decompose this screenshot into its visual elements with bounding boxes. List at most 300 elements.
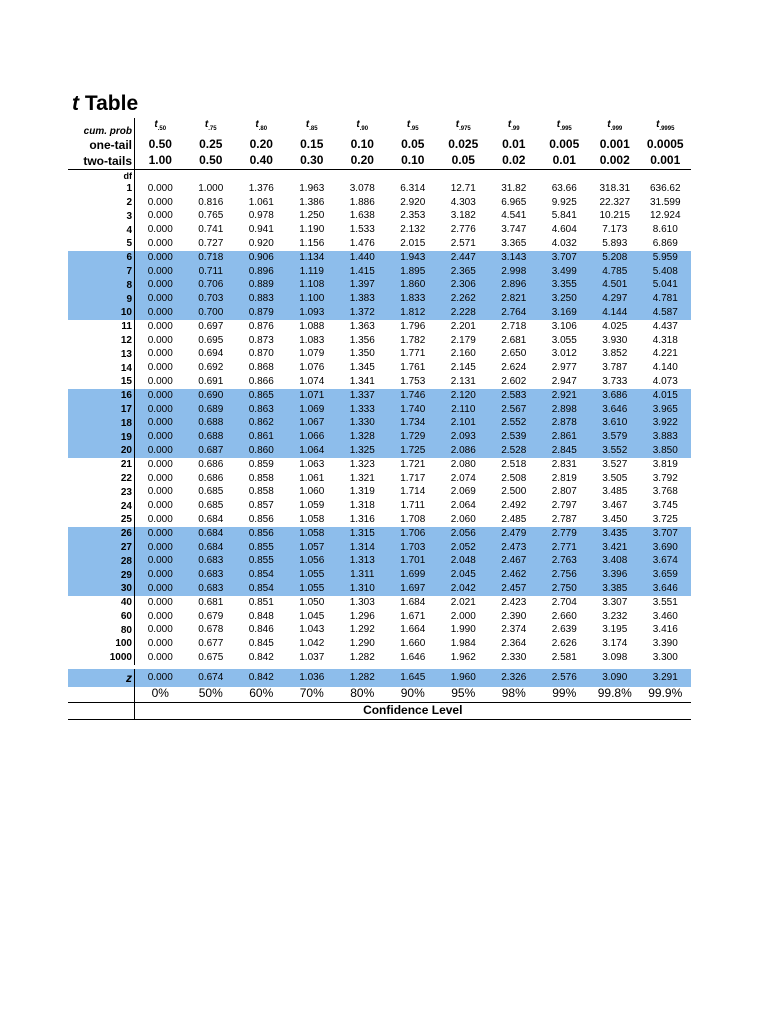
df-spacer bbox=[287, 169, 338, 182]
critical-value: 0.000 bbox=[135, 292, 186, 306]
critical-value: 0.851 bbox=[248, 596, 274, 608]
critical-value: 1.057 bbox=[287, 541, 338, 555]
confidence-level-label: Confidence Level bbox=[135, 702, 691, 719]
z-value: 1.282 bbox=[337, 667, 388, 687]
critical-value: 3.499 bbox=[539, 265, 590, 279]
critical-value: 2.764 bbox=[489, 306, 540, 320]
critical-value: 0.727 bbox=[198, 237, 224, 249]
critical-value: 2.132 bbox=[400, 224, 426, 236]
header-t-symbol: t bbox=[406, 119, 411, 130]
header-t-sub: .95 bbox=[410, 126, 419, 132]
critical-value: 0.684 bbox=[186, 541, 237, 555]
critical-value: 2.364 bbox=[501, 638, 527, 650]
critical-value: 1.703 bbox=[388, 541, 439, 555]
critical-value: 2.353 bbox=[400, 210, 426, 222]
z-label: z bbox=[68, 667, 135, 687]
critical-value: 4.221 bbox=[652, 348, 678, 360]
critical-value: 0.000 bbox=[135, 306, 186, 320]
critical-value: 1.323 bbox=[349, 458, 375, 470]
critical-value: 1.533 bbox=[349, 224, 375, 236]
critical-value: 1.341 bbox=[349, 375, 375, 387]
critical-value: 2.947 bbox=[551, 375, 577, 387]
header-t-subscript bbox=[539, 118, 590, 137]
critical-value: 0.000 bbox=[147, 320, 173, 332]
table-row bbox=[68, 485, 691, 499]
df-value: 3 bbox=[68, 209, 135, 223]
header-t-sub: .9995 bbox=[659, 126, 675, 132]
critical-value: 2.201 bbox=[450, 320, 476, 332]
critical-value: 1.119 bbox=[287, 265, 338, 279]
critical-value: 2.390 bbox=[501, 610, 527, 622]
critical-value: 2.896 bbox=[489, 278, 540, 292]
critical-value: 0.858 bbox=[248, 486, 274, 498]
critical-value: 1.292 bbox=[349, 624, 375, 636]
critical-value: 3.883 bbox=[640, 430, 691, 444]
critical-value: 4.604 bbox=[551, 224, 577, 236]
df-spacer bbox=[640, 169, 691, 182]
critical-value: 3.922 bbox=[640, 416, 691, 430]
critical-value: 5.208 bbox=[590, 251, 641, 265]
critical-value: 1.860 bbox=[388, 278, 439, 292]
critical-value: 1.282 bbox=[349, 651, 375, 663]
critical-value: 3.610 bbox=[590, 416, 641, 430]
one-tail-value: 0.01 bbox=[502, 136, 526, 151]
table-row bbox=[68, 403, 691, 417]
critical-value: 5.959 bbox=[640, 251, 691, 265]
critical-value: 2.262 bbox=[438, 292, 489, 306]
critical-value: 5.841 bbox=[551, 210, 577, 222]
critical-value: 3.747 bbox=[501, 224, 527, 236]
critical-value: 31.82 bbox=[501, 182, 527, 194]
critical-value: 0.855 bbox=[236, 541, 287, 555]
critical-value: 1.067 bbox=[287, 416, 338, 430]
table-row bbox=[68, 513, 691, 527]
critical-value: 6.314 bbox=[400, 182, 426, 194]
critical-value: 2.467 bbox=[489, 554, 540, 568]
critical-value: 0.683 bbox=[186, 554, 237, 568]
critical-value: 2.048 bbox=[438, 554, 489, 568]
critical-value: 0.683 bbox=[186, 582, 237, 596]
confidence-label-row bbox=[68, 702, 691, 719]
one-tail-value: 0.001 bbox=[599, 136, 630, 151]
critical-value: 1.313 bbox=[337, 554, 388, 568]
critical-value: 1.699 bbox=[388, 568, 439, 582]
critical-value: 3.385 bbox=[590, 582, 641, 596]
z-value: 0.000 bbox=[135, 667, 186, 687]
critical-value: 22.327 bbox=[599, 196, 631, 208]
critical-value: 1.363 bbox=[349, 320, 375, 332]
critical-value: 1.055 bbox=[287, 568, 338, 582]
critical-value: 1.963 bbox=[299, 182, 325, 194]
critical-value: 0.860 bbox=[236, 444, 287, 458]
table-row bbox=[68, 554, 691, 568]
df-value: 19 bbox=[68, 430, 135, 444]
critical-value: 0.856 bbox=[236, 527, 287, 541]
df-value: 4 bbox=[68, 223, 135, 237]
critical-value: 3.792 bbox=[652, 472, 678, 484]
df-spacer bbox=[590, 169, 641, 182]
header-t-subscript bbox=[337, 118, 388, 137]
critical-value: 3.078 bbox=[349, 182, 375, 194]
critical-value: 12.924 bbox=[649, 210, 681, 222]
critical-value: 1.296 bbox=[349, 610, 375, 622]
df-spacer bbox=[489, 169, 540, 182]
df-value: 28 bbox=[68, 554, 135, 568]
cum-prob-label: cum. prob bbox=[68, 118, 135, 137]
critical-value: 4.501 bbox=[590, 278, 641, 292]
critical-value: 3.250 bbox=[539, 292, 590, 306]
critical-value: 31.599 bbox=[649, 196, 681, 208]
table-row bbox=[68, 237, 691, 251]
critical-value: 1.250 bbox=[299, 210, 325, 222]
critical-value: 1.061 bbox=[248, 196, 274, 208]
critical-value: 0.941 bbox=[248, 224, 274, 236]
critical-value: 0.687 bbox=[186, 444, 237, 458]
confidence-value: 99% bbox=[539, 687, 590, 703]
table-row bbox=[68, 444, 691, 458]
df-value: 7 bbox=[68, 265, 135, 279]
confidence-value: 70% bbox=[287, 687, 338, 703]
df-value: 9 bbox=[68, 292, 135, 306]
critical-value: 0.694 bbox=[198, 348, 224, 360]
df-value: 100 bbox=[68, 637, 135, 651]
critical-value: 1.290 bbox=[349, 638, 375, 650]
critical-value: 2.977 bbox=[551, 362, 577, 374]
critical-value: 3.690 bbox=[640, 541, 691, 555]
critical-value: 3.098 bbox=[602, 651, 628, 663]
df-spacer bbox=[236, 169, 287, 182]
critical-value: 2.639 bbox=[551, 624, 577, 636]
table-row bbox=[68, 292, 691, 306]
header-t-sub: .99 bbox=[511, 126, 520, 132]
critical-value: 2.552 bbox=[489, 416, 540, 430]
critical-value: 3.850 bbox=[640, 444, 691, 458]
df-value: 11 bbox=[68, 320, 135, 334]
critical-value: 0.854 bbox=[236, 568, 287, 582]
critical-value: 2.045 bbox=[438, 568, 489, 582]
critical-value: 3.195 bbox=[602, 624, 628, 636]
one-tail-value: 0.025 bbox=[448, 136, 479, 151]
table-row bbox=[68, 416, 691, 430]
critical-value: 1.729 bbox=[388, 430, 439, 444]
df-spacer bbox=[337, 169, 388, 182]
two-tails-value: 0.01 bbox=[552, 152, 576, 167]
critical-value: 1.037 bbox=[299, 651, 325, 663]
critical-value: 2.500 bbox=[501, 486, 527, 498]
critical-value: 4.025 bbox=[602, 320, 628, 332]
critical-value: 2.821 bbox=[489, 292, 540, 306]
critical-value: 2.306 bbox=[438, 278, 489, 292]
table-row bbox=[68, 637, 691, 651]
df-spacer bbox=[438, 169, 489, 182]
critical-value: 1.671 bbox=[400, 610, 426, 622]
critical-value: 2.479 bbox=[489, 527, 540, 541]
header-t-symbol: t bbox=[204, 119, 209, 130]
critical-value: 1.638 bbox=[349, 210, 375, 222]
df-spacer bbox=[186, 169, 237, 182]
critical-value: 3.686 bbox=[590, 389, 641, 403]
critical-value: 3.646 bbox=[640, 582, 691, 596]
critical-value: 3.733 bbox=[602, 375, 628, 387]
critical-value: 0.684 bbox=[198, 513, 224, 525]
df-value: 12 bbox=[68, 334, 135, 348]
critical-value: 0.859 bbox=[248, 458, 274, 470]
critical-value: 1.066 bbox=[287, 430, 338, 444]
critical-value: 3.852 bbox=[602, 348, 628, 360]
critical-value: 0.000 bbox=[147, 596, 173, 608]
critical-value: 5.408 bbox=[640, 265, 691, 279]
critical-value: 3.787 bbox=[602, 362, 628, 374]
critical-value: 0.000 bbox=[147, 458, 173, 470]
critical-value: 2.330 bbox=[501, 651, 527, 663]
critical-value: 0.703 bbox=[186, 292, 237, 306]
critical-value: 0.706 bbox=[186, 278, 237, 292]
critical-value: 2.131 bbox=[450, 375, 476, 387]
table-row bbox=[68, 541, 691, 555]
critical-value: 3.355 bbox=[539, 278, 590, 292]
critical-value: 1.701 bbox=[388, 554, 439, 568]
critical-value: 0.718 bbox=[186, 251, 237, 265]
df-value: 15 bbox=[68, 375, 135, 389]
header-t-subscript bbox=[590, 118, 641, 137]
critical-value: 2.878 bbox=[539, 416, 590, 430]
critical-value: 0.906 bbox=[236, 251, 287, 265]
critical-value: 2.539 bbox=[489, 430, 540, 444]
header-t-subscript bbox=[489, 118, 540, 137]
critical-value: 2.462 bbox=[489, 568, 540, 582]
critical-value: 3.485 bbox=[602, 486, 628, 498]
critical-value: 3.390 bbox=[652, 638, 678, 650]
critical-value: 0.000 bbox=[135, 541, 186, 555]
critical-value: 2.145 bbox=[450, 362, 476, 374]
z-value: 3.291 bbox=[640, 667, 691, 687]
critical-value: 2.921 bbox=[539, 389, 590, 403]
df-value: 25 bbox=[68, 513, 135, 527]
critical-value: 4.073 bbox=[652, 375, 678, 387]
critical-value: 3.745 bbox=[652, 500, 678, 512]
critical-value: 0.000 bbox=[147, 472, 173, 484]
critical-value: 3.579 bbox=[590, 430, 641, 444]
critical-value: 2.624 bbox=[501, 362, 527, 374]
table-row bbox=[68, 623, 691, 637]
confidence-row-label bbox=[68, 687, 135, 703]
confidence-value: 80% bbox=[337, 687, 388, 703]
header-t-subscript bbox=[388, 118, 439, 137]
critical-value: 5.041 bbox=[640, 278, 691, 292]
df-value: 17 bbox=[68, 403, 135, 417]
critical-value: 0.855 bbox=[236, 554, 287, 568]
critical-value: 1.376 bbox=[248, 182, 274, 194]
df-spacer bbox=[539, 169, 590, 182]
critical-value: 1.050 bbox=[299, 596, 325, 608]
critical-value: 1.316 bbox=[349, 513, 375, 525]
critical-value: 1.064 bbox=[287, 444, 338, 458]
header-t-subscript bbox=[640, 118, 691, 137]
critical-value: 0.692 bbox=[198, 362, 224, 374]
critical-value: 1.088 bbox=[299, 320, 325, 332]
table-row bbox=[68, 251, 691, 265]
critical-value: 1.058 bbox=[299, 513, 325, 525]
critical-value: 1.063 bbox=[299, 458, 325, 470]
df-value: 24 bbox=[68, 499, 135, 513]
critical-value: 0.000 bbox=[135, 527, 186, 541]
critical-value: 2.776 bbox=[450, 224, 476, 236]
critical-value: 1.714 bbox=[400, 486, 426, 498]
critical-value: 3.169 bbox=[539, 306, 590, 320]
critical-value: 1.000 bbox=[198, 182, 224, 194]
confidence-label-spacer bbox=[68, 702, 135, 719]
critical-value: 2.845 bbox=[539, 444, 590, 458]
critical-value: 1.333 bbox=[337, 403, 388, 417]
critical-value: 3.725 bbox=[652, 513, 678, 525]
critical-value: 0.870 bbox=[248, 348, 274, 360]
critical-value: 1.684 bbox=[400, 596, 426, 608]
critical-value: 2.000 bbox=[450, 610, 476, 622]
critical-value: 1.319 bbox=[349, 486, 375, 498]
critical-value: 1.984 bbox=[450, 638, 476, 650]
critical-value: 0.000 bbox=[147, 624, 173, 636]
critical-value: 0.700 bbox=[186, 306, 237, 320]
two-tails-value: 0.20 bbox=[350, 152, 374, 167]
df-value: 40 bbox=[68, 596, 135, 610]
critical-value: 2.074 bbox=[450, 472, 476, 484]
table-row bbox=[68, 389, 691, 403]
critical-value: 1.796 bbox=[400, 320, 426, 332]
critical-value: 1.746 bbox=[388, 389, 439, 403]
header-t-sub: .90 bbox=[359, 126, 369, 132]
critical-value: 0.688 bbox=[186, 416, 237, 430]
critical-value: 63.66 bbox=[551, 182, 577, 194]
table-row bbox=[68, 209, 691, 223]
critical-value: 0.000 bbox=[147, 638, 173, 650]
confidence-value: 50% bbox=[186, 687, 237, 703]
critical-value: 0.845 bbox=[248, 638, 274, 650]
header-row-two-tails bbox=[68, 153, 691, 170]
critical-value: 4.785 bbox=[590, 265, 641, 279]
critical-value: 4.032 bbox=[551, 237, 577, 249]
critical-value: 0.684 bbox=[186, 527, 237, 541]
critical-value: 2.052 bbox=[438, 541, 489, 555]
critical-value: 2.750 bbox=[539, 582, 590, 596]
critical-value: 3.552 bbox=[590, 444, 641, 458]
critical-value: 2.571 bbox=[450, 237, 476, 249]
critical-value: 0.691 bbox=[198, 375, 224, 387]
critical-value: 3.930 bbox=[602, 334, 628, 346]
critical-value: 1.345 bbox=[349, 362, 375, 374]
two-tails-value: 0.001 bbox=[650, 152, 681, 167]
critical-value: 2.583 bbox=[489, 389, 540, 403]
critical-value: 2.898 bbox=[539, 403, 590, 417]
df-value: 5 bbox=[68, 237, 135, 251]
critical-value: 2.021 bbox=[450, 596, 476, 608]
critical-value: 1.397 bbox=[337, 278, 388, 292]
header-t-subscript bbox=[186, 118, 237, 137]
critical-value: 2.093 bbox=[438, 430, 489, 444]
critical-value: 2.060 bbox=[450, 513, 476, 525]
critical-value: 2.457 bbox=[489, 582, 540, 596]
critical-value: 3.416 bbox=[652, 624, 678, 636]
critical-value: 0.879 bbox=[236, 306, 287, 320]
critical-value: 1.059 bbox=[299, 500, 325, 512]
df-value: 1000 bbox=[68, 651, 135, 667]
critical-value: 1.990 bbox=[450, 624, 476, 636]
critical-value: 3.460 bbox=[652, 610, 678, 622]
critical-value: 0.000 bbox=[135, 403, 186, 417]
critical-value: 3.307 bbox=[602, 596, 628, 608]
confidence-value: 98% bbox=[489, 687, 540, 703]
critical-value: 1.386 bbox=[299, 196, 325, 208]
critical-value: 0.858 bbox=[248, 472, 274, 484]
critical-value: 0.000 bbox=[135, 265, 186, 279]
header-t-symbol: t bbox=[356, 119, 360, 130]
critical-value: 1.042 bbox=[299, 638, 325, 650]
critical-value: 2.015 bbox=[400, 237, 426, 249]
critical-value: 1.734 bbox=[388, 416, 439, 430]
critical-value: 1.074 bbox=[299, 375, 325, 387]
critical-value: 1.372 bbox=[337, 306, 388, 320]
critical-value: 3.505 bbox=[602, 472, 628, 484]
critical-value: 1.321 bbox=[349, 472, 375, 484]
critical-value: 0.689 bbox=[186, 403, 237, 417]
z-value: 1.645 bbox=[388, 667, 439, 687]
critical-value: 1.697 bbox=[388, 582, 439, 596]
critical-value: 1.056 bbox=[287, 554, 338, 568]
critical-value: 0.896 bbox=[236, 265, 287, 279]
header-t-sub: .975 bbox=[459, 126, 471, 132]
critical-value: 0.681 bbox=[198, 596, 224, 608]
critical-value: 1.315 bbox=[337, 527, 388, 541]
critical-value: 0.675 bbox=[198, 651, 224, 663]
critical-value: 3.467 bbox=[602, 500, 628, 512]
df-spacer bbox=[135, 169, 186, 182]
one-tail-value: 0.20 bbox=[249, 136, 273, 151]
header-t-sub: .999 bbox=[610, 126, 623, 132]
critical-value: 0.000 bbox=[147, 237, 173, 249]
header-t-symbol: t bbox=[154, 119, 158, 130]
critical-value: 1.076 bbox=[299, 362, 325, 374]
critical-value: 1.708 bbox=[400, 513, 426, 525]
critical-value: 1.310 bbox=[337, 582, 388, 596]
critical-value: 0.862 bbox=[236, 416, 287, 430]
critical-value: 1.060 bbox=[299, 486, 325, 498]
critical-value: 4.015 bbox=[640, 389, 691, 403]
critical-value: 0.686 bbox=[198, 458, 224, 470]
critical-value: 0.873 bbox=[248, 334, 274, 346]
critical-value: 2.807 bbox=[551, 486, 577, 498]
critical-value: 1.895 bbox=[388, 265, 439, 279]
table-row bbox=[68, 527, 691, 541]
df-value: 10 bbox=[68, 306, 135, 320]
z-value: 3.090 bbox=[590, 667, 641, 687]
table-row bbox=[68, 375, 691, 389]
critical-value: 2.179 bbox=[450, 334, 476, 346]
confidence-value: 60% bbox=[236, 687, 287, 703]
critical-value: 0.857 bbox=[248, 500, 274, 512]
critical-value: 3.365 bbox=[501, 237, 527, 249]
table-row bbox=[68, 223, 691, 237]
critical-value: 2.042 bbox=[438, 582, 489, 596]
one-tail-value: 0.10 bbox=[350, 136, 374, 151]
critical-value: 2.763 bbox=[539, 554, 590, 568]
critical-value: 0.000 bbox=[147, 362, 173, 374]
critical-value: 0.000 bbox=[147, 500, 173, 512]
title-t: t bbox=[72, 92, 79, 115]
critical-value: 1.043 bbox=[299, 624, 325, 636]
critical-value: 1.108 bbox=[287, 278, 338, 292]
critical-value: 4.297 bbox=[590, 292, 641, 306]
confidence-row bbox=[68, 687, 691, 703]
table-row bbox=[68, 265, 691, 279]
